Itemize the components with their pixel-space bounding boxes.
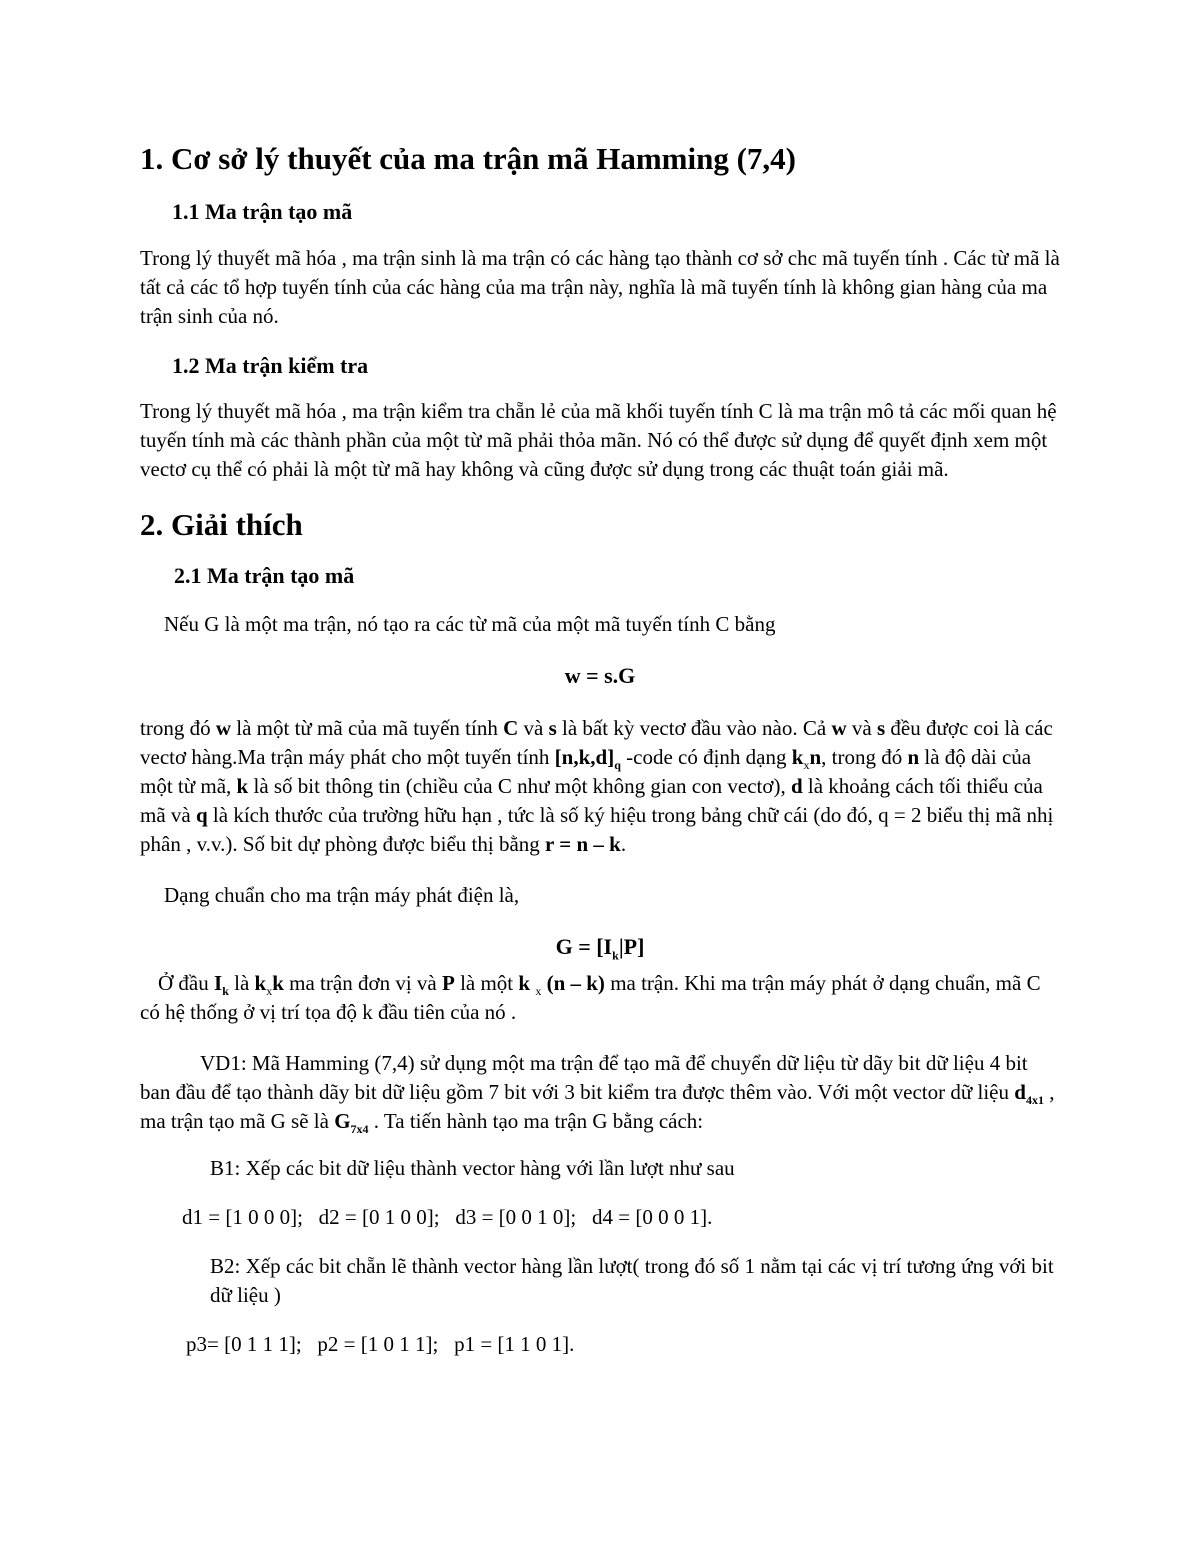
paragraph-example-1 — [140, 1049, 1060, 1136]
formula-part: |P] — [618, 933, 645, 959]
heading-1-2: 1.2 Ma trận kiểm tra — [172, 352, 369, 378]
text: , ma trận tạo mã G sẽ là — [140, 1079, 1055, 1133]
step-b1: B1: Xếp các bit dữ liệu thành vector hàng với lần lượt như sau — [210, 1155, 735, 1180]
paragraph-2-2 — [140, 714, 1060, 859]
symbol-s: s — [548, 715, 557, 740]
text: đều được coi là các vectơ hàng.Ma trận máy phát cho một tuyến tính — [140, 715, 1053, 769]
text: VD1: Mã Hamming (7,4) sử dụng một ma trận để tạo mã để chuyển dữ liệu từ dãy bit dữ liệu 4 bit ban đầu để tạo thành dãy bit dữ liệu gồm 7 bit với 3 bit kiểm tra được thêm vào. Với một vector dữ liệu — [140, 1050, 1028, 1104]
text: ma trận. Khi ma trận máy phát ở dạng chuẩn, mã C có hệ thống ở vị trí tọa độ k đầu tiên của nó . — [140, 970, 1041, 1024]
symbol-n: n — [907, 744, 920, 769]
symbol-p: P — [441, 970, 455, 995]
formula-sub: k — [612, 947, 619, 962]
heading-1-1: 1.1 Ma trận tạo mã — [172, 199, 353, 225]
symbol-x-sub: x — [803, 757, 810, 772]
symbol-k: k — [254, 970, 267, 995]
paragraph-1-1: Trong lý thuyết mã hóa , ma trận sinh là ma trận có các hàng tạo thành cơ sở chc mã tuyến tính . Các từ mã là tất cả các tổ hợp tuyến tính của các hàng của ma trận này, nghĩa là mã tuyến tính là không gian hàng của ma trận sinh của nó. — [140, 245, 1060, 328]
symbol-nkd: [n,k,d] — [554, 744, 615, 769]
formula-r: r = n – k — [545, 831, 621, 856]
parity-vectors-line: p3= [0 1 1 1]; p2 = [1 0 1 1]; p1 = [1 1 0 1]. — [186, 1331, 575, 1356]
symbol-k: k — [272, 970, 284, 995]
symbol-w: w — [831, 715, 847, 740]
text: là kích thước của trường hữu hạn , tức là số ký hiệu trong bảng chữ cái (do đó, q = 2 biểu thị mã nhị phân , v.v.). Số bit dự phòng được biểu thị bằng — [140, 802, 1054, 856]
symbol-dim-sub: 7x4 — [350, 1121, 369, 1136]
step-b2: B2: Xếp các bit chẵn lẽ thành vector hàng lần lượt( trong đó số 1 nằm tại các vị trí tương ứng với bit dữ liệu ) — [210, 1253, 1054, 1307]
symbol-k-sub: k — [222, 983, 229, 998]
symbol-w: w — [215, 715, 231, 740]
symbol-q: q — [195, 802, 208, 827]
text: là một — [454, 970, 519, 995]
formula-n-minus-k: (n – k) — [546, 970, 605, 995]
symbol-x-sub: x — [266, 983, 273, 998]
symbol-d: d — [790, 773, 803, 798]
symbol-k: k — [518, 970, 531, 995]
symbol-d: d — [1014, 1079, 1026, 1104]
text: -code có định dạng — [620, 744, 792, 769]
symbol-x-sub: x — [535, 983, 542, 998]
heading-section-1: 1. Cơ sở lý thuyết của ma trận mã Hamming (7,4) — [140, 141, 797, 176]
formula-g-standard — [140, 932, 1060, 961]
symbol-dim-sub: 4x1 — [1025, 1092, 1044, 1107]
text: là bất kỳ vectơ đầu vào nào. Cả — [556, 715, 832, 740]
text: Ở đầu — [158, 970, 214, 995]
text: là một từ mã của mã tuyến tính — [231, 715, 504, 740]
symbol-k: k — [791, 744, 804, 769]
symbol-c: C — [503, 715, 519, 740]
text: là khoảng cách tối thiểu của mã và — [140, 773, 1043, 827]
paragraph-1-2: Trong lý thuyết mã hóa , ma trận kiểm tra chẵn lẻ của mã khối tuyến tính C là ma trận mô tả các mối quan hệ tuyến tính mà các thành phần của một từ mã phải thỏa mãn. Nó có thể được sử dụng để quyết định xem một vectơ cụ thể có phải là một từ mã hay không và cũng được sử dụng trong các thuật toán giải mã. — [140, 398, 1057, 481]
text: là độ dài của một từ mã, — [140, 744, 1032, 798]
symbol-n: n — [809, 744, 822, 769]
heading-section-2: 2. Giải thích — [140, 506, 303, 542]
symbol-q-sub: q — [614, 757, 621, 772]
text: . — [620, 831, 627, 856]
symbol-k: k — [236, 773, 249, 798]
heading-2-1: 2.1 Ma trận tạo mã — [174, 563, 355, 589]
document-body — [140, 140, 1060, 1359]
symbol-g: G — [334, 1108, 351, 1133]
text: và — [518, 715, 549, 740]
symbol-s: s — [876, 715, 886, 740]
formula-part: G = [I — [555, 933, 613, 959]
paragraph-2-4 — [140, 969, 1060, 1027]
text: . Ta tiến hành tạo ma trận G bằng cách: — [368, 1108, 704, 1133]
text: và — [846, 715, 877, 740]
paragraph-2-3: Dạng chuẩn cho ma trận máy phát điện là, — [164, 882, 520, 907]
text: là số bit thông tin (chiều của C như một không gian con vectơ), — [248, 773, 791, 798]
text: , trong đó — [821, 744, 908, 769]
symbol-i: I — [214, 970, 223, 995]
paragraph-2-1: Nếu G là một ma trận, nó tạo ra các từ mã của một mã tuyến tính C bằng — [164, 611, 776, 636]
text: là — [228, 970, 255, 995]
text: trong đó — [140, 715, 216, 740]
text: ma trận đơn vị và — [283, 970, 442, 995]
data-vectors-line: d1 = [1 0 0 0]; d2 = [0 1 0 0]; d3 = [0 0 1 0]; d4 = [0 0 0 1]. — [182, 1204, 713, 1229]
formula-w-sg: w = s.G — [564, 662, 636, 688]
